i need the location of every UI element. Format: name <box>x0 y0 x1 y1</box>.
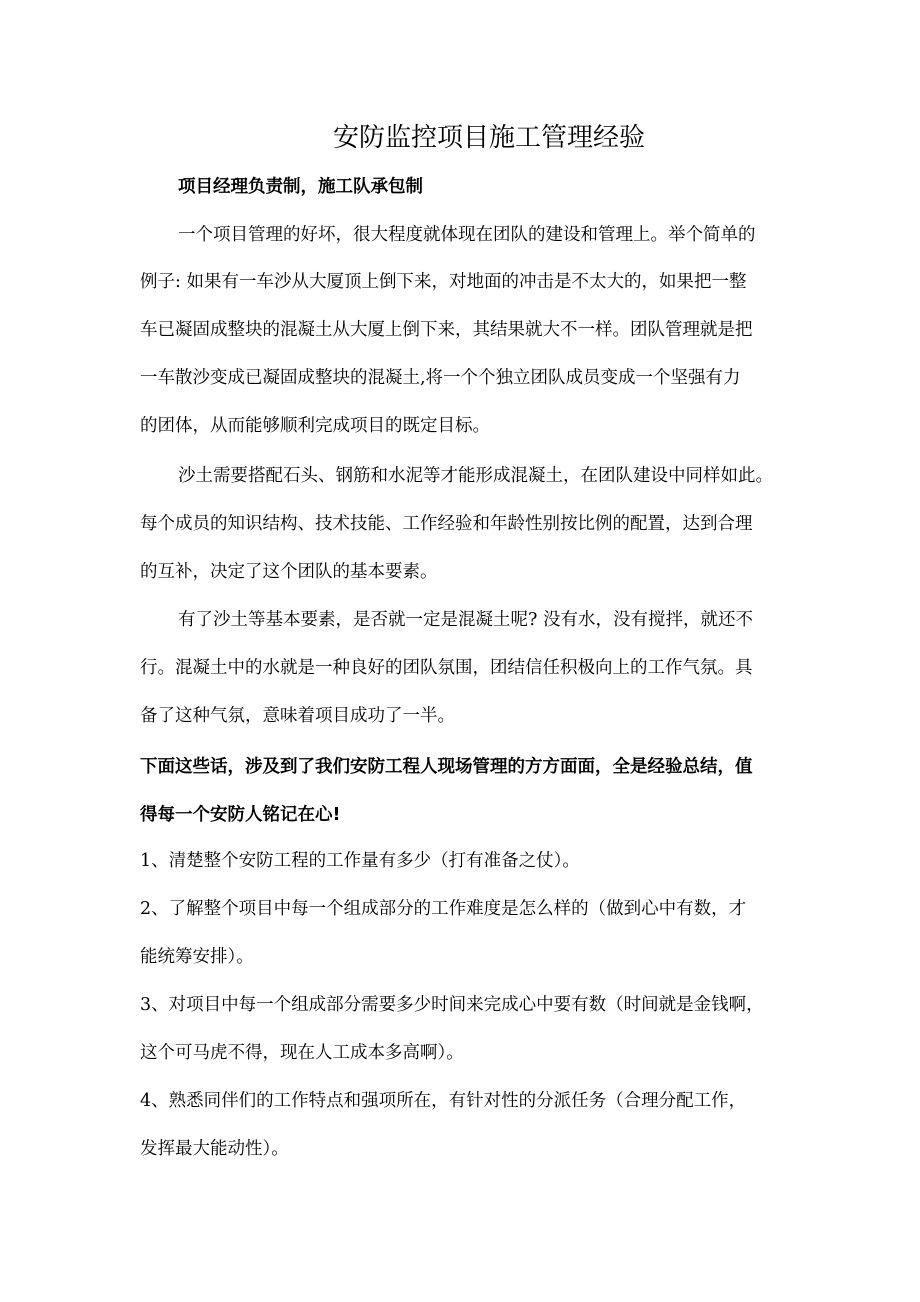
bold-intro-line: 得每一个安防人铭记在心! <box>140 805 341 825</box>
list-item: 4、熟悉同伴们的工作特点和强项所在，有针对性的分派任务（合理分配工作， <box>140 1091 747 1111</box>
paragraph-line: 有了沙土等基本要素，是否就一定是混凝土呢? 没有水，没有搅拌，就还不 <box>178 610 753 630</box>
paragraph-line: 车已凝固成整块的混凝土从大厦上倒下来，其结果就大不一样。团队管理就是把 <box>140 320 753 340</box>
list-item-continuation: 发挥最大能动性）。 <box>140 1139 289 1159</box>
list-item: 3、对项目中每一个组成部分需要多少时间来完成心中要有数（时间就是金钱啊， <box>140 995 764 1015</box>
section-subtitle: 项目经理负责制，施工队承包制 <box>178 177 423 197</box>
paragraph-line: 的互补，决定了这个团队的基本要素。 <box>140 562 438 582</box>
paragraph-line: 每个成员的知识结构、技术技能、工作经验和年龄性别按比例的配置，达到合理 <box>140 514 753 534</box>
document-title: 安防监控项目施工管理经验 <box>332 123 645 153</box>
paragraph-line: 行。混凝土中的水就是一种良好的团队氛围，团结信任积极向上的工作气氛。具 <box>140 658 753 678</box>
paragraph-line: 一车散沙变成已凝固成整块的混凝土,将一个个独立团队成员变成一个坚强有力 <box>140 368 741 388</box>
list-item-continuation: 这个可马虎不得，现在人工成本多高啊）。 <box>140 1043 464 1063</box>
list-item-continuation: 能统筹安排）。 <box>140 947 254 967</box>
paragraph-line: 一个项目管理的好坏，很大程度就体现在团队的建设和管理上。举个简单的 <box>178 225 756 245</box>
list-item: 1、清楚整个安防工程的工作量有多少（打有准备之仗）。 <box>140 851 580 871</box>
list-item: 2、了解整个项目中每一个组成部分的工作难度是怎么样的（做到心中有数，才 <box>140 899 747 919</box>
paragraph-line: 的团体，从而能够顺利完成项目的既定目标。 <box>140 416 490 436</box>
paragraph-line: 例子: 如果有一车沙从大厦顶上倒下来，对地面的冲击是不太大的，如果把一整 <box>140 272 747 292</box>
paragraph-line: 沙土需要搭配石头、钢筋和水泥等才能形成混凝土，在团队建设中同样如此。 <box>178 466 773 486</box>
paragraph-line: 备了这种气氛，意味着项目成功了一半。 <box>140 706 455 726</box>
bold-intro-line: 下面这些话，涉及到了我们安防工程人现场管理的方方面面，全是经验总结，值 <box>140 757 753 777</box>
